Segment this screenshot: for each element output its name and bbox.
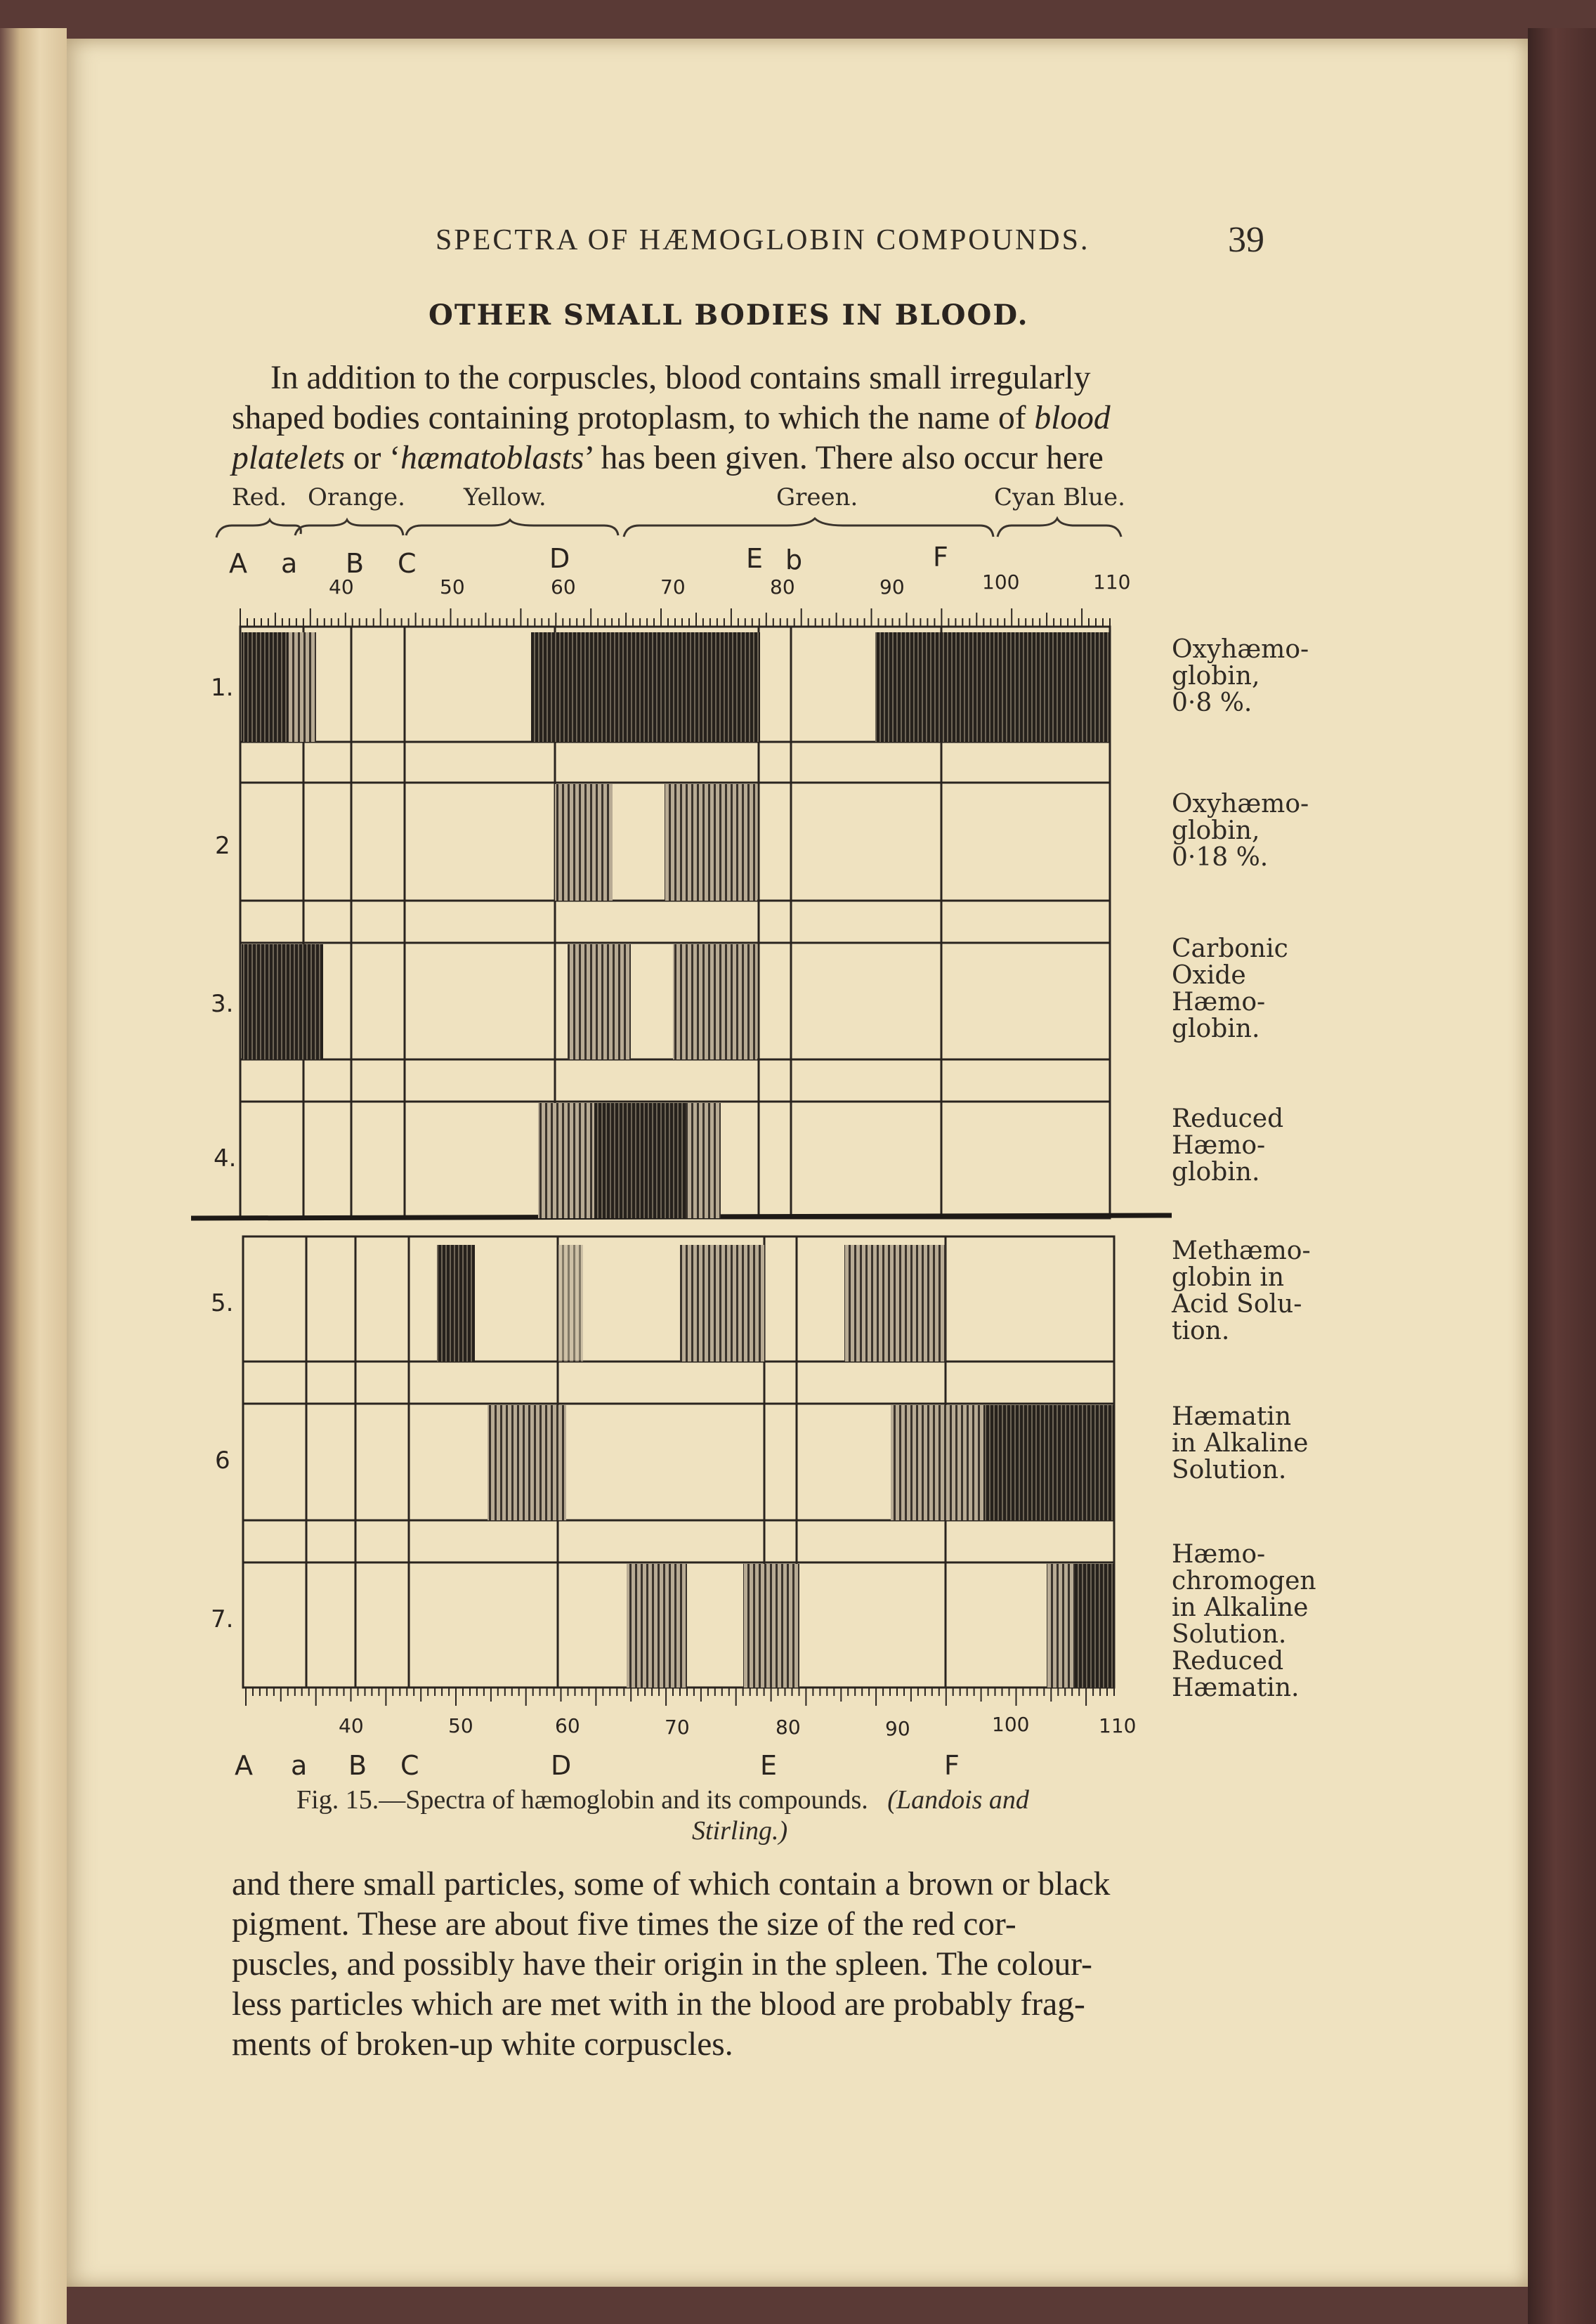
row-number-2: 2 — [215, 832, 230, 860]
scale-ruler-bottom — [246, 1687, 1114, 1706]
figure-caption-credit-2: Stirling.) — [692, 1816, 788, 1846]
scale-top-110: 110 — [1093, 570, 1131, 594]
scale-numbers-top — [329, 570, 1130, 599]
band-row5-red — [437, 1245, 475, 1362]
band-row4-core — [594, 1103, 686, 1218]
spectrum-label-1-line-1: Oxyhæmo- — [1172, 635, 1309, 664]
spectrum-label-2 — [1172, 791, 1309, 871]
scale-numbers-bottom — [339, 1713, 1136, 1740]
spectrum-label-6-line-1: Hæmatin — [1172, 1402, 1291, 1431]
intro-line-2-text: shaped bodies containing protoplasm, to which the name of — [232, 400, 1026, 436]
spectrum-label-4 — [1172, 1106, 1283, 1186]
colour-band-cyan-blue: Cyan Blue. — [994, 483, 1125, 511]
band-row6-blue-dark — [983, 1405, 1114, 1520]
band-row6-orange — [488, 1405, 566, 1520]
closing-line-4: less particles which are met with in the blood are probably frag- — [232, 1986, 1085, 2023]
scale-top-50: 50 — [440, 575, 465, 599]
row-number-4: 4. — [214, 1144, 237, 1173]
spectrum-label-5-line-4: tion. — [1172, 1317, 1230, 1345]
spectrum-label-2-line-2: globin, — [1172, 816, 1260, 845]
scale-top-70: 70 — [660, 575, 686, 599]
spectrum-label-7-line-2: chromogen — [1172, 1567, 1316, 1595]
band-row2-alpha — [555, 784, 613, 901]
row-number-7: 7. — [211, 1605, 234, 1633]
spectrum-label-1 — [1172, 637, 1309, 717]
intro-term-blood: blood — [1034, 400, 1111, 436]
band-row3-alpha — [568, 944, 631, 1059]
scale-bottom-40: 40 — [339, 1714, 364, 1737]
spectrum-label-3-line-3: Hæmo- — [1172, 988, 1266, 1017]
band-row2-beta — [665, 784, 757, 901]
colour-band-yellow: Yellow. — [464, 483, 547, 511]
scale-bottom-90: 90 — [885, 1717, 910, 1740]
spectrum-label-3 — [1172, 936, 1288, 1043]
scale-top-80: 80 — [770, 575, 795, 599]
spectrum-label-2-line-3: 0·18 %. — [1172, 843, 1269, 872]
line-a-top: a — [281, 548, 298, 579]
line-B-bottom: B — [348, 1750, 367, 1781]
intro-text-or: or ‘ — [353, 440, 401, 476]
scale-bottom-80: 80 — [776, 1716, 801, 1739]
scale-top-60: 60 — [551, 575, 576, 599]
line-b-top: b — [785, 544, 803, 575]
band-row5-beta — [680, 1245, 764, 1362]
band-row3-beta — [673, 944, 757, 1059]
spectrum-label-5 — [1172, 1238, 1311, 1345]
page-number: 39 — [1228, 220, 1264, 260]
colour-band-red: Red. — [232, 483, 287, 511]
spectrum-label-1-line-2: globin, — [1172, 662, 1260, 691]
fraunhofer-letters-top — [229, 542, 948, 579]
spectrum-label-7-line-3: in Alkaline — [1172, 1593, 1309, 1622]
line-D-top: D — [549, 543, 570, 574]
spectrum-label-6-line-3: Solution. — [1172, 1456, 1287, 1484]
spectrum-label-5-line-1: Methæmo- — [1172, 1236, 1311, 1265]
spectrum-label-7 — [1172, 1541, 1316, 1702]
figure-caption-main: Fig. 15.—Spectra of hæmoglobin and its compounds. — [296, 1785, 868, 1815]
spectrum-label-7-line-1: Hæmo- — [1172, 1540, 1266, 1569]
intro-line-1: In addition to the corpuscles, blood contains small irregularly — [270, 360, 1091, 396]
spectrum-label-7-line-4: Solution. — [1172, 1620, 1287, 1649]
spectrum-label-3-line-1: Carbonic — [1172, 934, 1288, 963]
intro-term-platelets: platelets — [232, 440, 345, 476]
closing-line-2: pigment. These are about five times the size of the red cor- — [232, 1906, 1016, 1943]
scale-bottom-100: 100 — [992, 1713, 1030, 1736]
figure-caption-credit: (Landois and — [887, 1785, 1029, 1815]
scale-bottom-110: 110 — [1099, 1714, 1137, 1737]
spectrum-label-5-line-2: globin in — [1172, 1263, 1285, 1292]
row-number-5: 5. — [211, 1289, 234, 1317]
scale-top-40: 40 — [329, 575, 354, 599]
scale-ruler-top — [240, 608, 1110, 627]
row-number-6: 6 — [215, 1447, 230, 1475]
scale-bottom-70: 70 — [665, 1716, 690, 1739]
line-D-bottom: D — [551, 1750, 572, 1781]
line-A-top: A — [229, 548, 247, 579]
spectrum-label-6-line-2: in Alkaline — [1172, 1429, 1309, 1458]
band-row1-d-e — [531, 632, 760, 742]
spectrum-label-5-line-3: Acid Solu- — [1172, 1290, 1302, 1319]
band-row7-beta — [743, 1564, 799, 1687]
intro-text-rest: ’ has been given. There also occur here — [584, 440, 1104, 476]
scale-top-90: 90 — [879, 575, 905, 599]
line-E-top: E — [746, 543, 764, 574]
spectrum-label-2-line-1: Oxyhæmo- — [1172, 790, 1309, 818]
row-numbers — [211, 674, 236, 1633]
line-F-top: F — [933, 542, 948, 573]
fraunhofer-letters-bottom — [235, 1750, 960, 1781]
band-row1-red-fade — [288, 632, 316, 742]
spectrum-label-4-line-1: Reduced — [1172, 1104, 1284, 1133]
spectrum-label-6 — [1172, 1404, 1308, 1484]
line-F-bottom: F — [944, 1750, 960, 1781]
scale-top-100: 100 — [982, 570, 1020, 594]
spectrum-label-1-line-3: 0·8 %. — [1172, 688, 1252, 717]
spectrum-label-4-line-3: globin. — [1172, 1158, 1260, 1187]
band-row1-blue — [875, 632, 1110, 742]
line-a-bottom: a — [291, 1750, 308, 1781]
scale-bottom-50: 50 — [448, 1714, 473, 1737]
band-row5-blue — [844, 1245, 946, 1362]
closing-line-5: ments of broken-up white corpuscles. — [232, 2026, 733, 2063]
running-head: SPECTRA OF HÆMOGLOBIN COMPOUNDS. — [436, 224, 1090, 256]
absorption-bands — [242, 632, 1114, 1687]
spectrum-label-3-line-4: globin. — [1172, 1014, 1260, 1043]
line-E-bottom: E — [760, 1750, 778, 1781]
closing-line-3: puscles, and possibly have their origin in the spleen. The colour- — [232, 1946, 1092, 1983]
line-C-bottom: C — [400, 1750, 419, 1781]
colour-band-braces — [216, 518, 1121, 537]
section-heading: OTHER SMALL BODIES IN BLOOD. — [429, 299, 1029, 332]
band-row7-alpha — [627, 1564, 687, 1687]
colour-band-orange: Orange. — [308, 483, 405, 511]
colour-band-green: Green. — [776, 483, 858, 511]
row-number-1: 1. — [211, 674, 234, 702]
closing-line-1: and there small particles, some of which contain a brown or black — [232, 1866, 1111, 1902]
spectrum-label-7-line-5: Reduced — [1172, 1647, 1284, 1676]
figure-caption — [296, 1784, 1029, 1815]
band-row7-blue-dark — [1075, 1564, 1114, 1687]
spectrum-label-3-line-2: Oxide — [1172, 961, 1246, 990]
scale-bottom-60: 60 — [555, 1714, 580, 1737]
spectrum-label-7-line-6: Hæmatin. — [1172, 1673, 1300, 1702]
line-C-top: C — [398, 548, 417, 579]
line-A-bottom: A — [235, 1750, 253, 1781]
band-row5-d — [558, 1245, 583, 1362]
line-B-top: B — [346, 548, 365, 579]
intro-term-haematoblasts: hæmatoblasts — [400, 440, 584, 476]
spectrum-label-4-line-2: Hæmo- — [1172, 1131, 1266, 1160]
band-row3-red — [242, 944, 323, 1059]
row-number-3: 3. — [211, 990, 234, 1018]
